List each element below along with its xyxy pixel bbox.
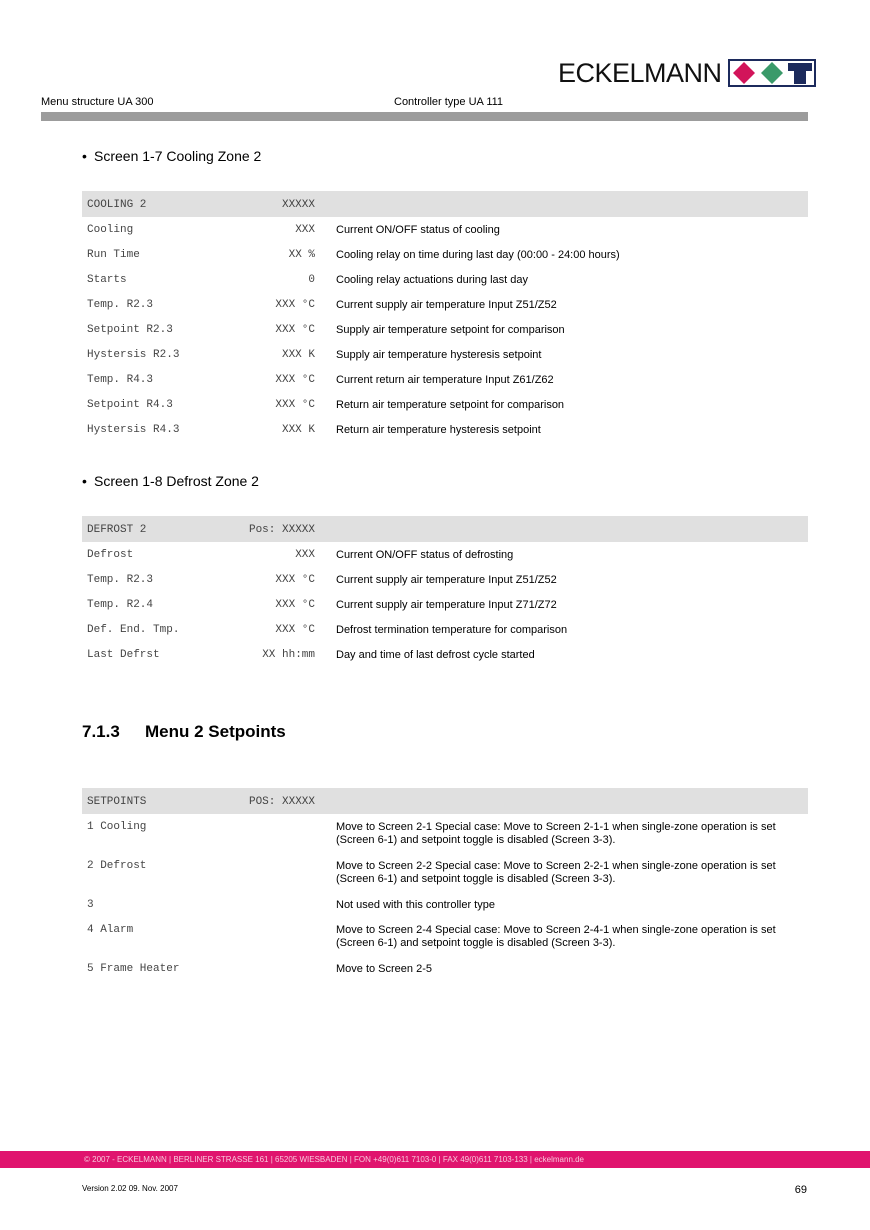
table-header [82,788,808,814]
row-label: 2 Defrost [87,860,147,872]
row-value: 0 [308,274,315,286]
bullet-text: Screen 1-8 Defrost Zone 2 [94,473,259,489]
table-screen-1-8 [82,516,808,667]
table-setpoints [82,788,808,981]
row-value: XXX °C [275,324,315,336]
row-value: XXX °C [275,399,315,411]
row-description: Day and time of last defrost cycle started [336,649,535,661]
row-description: Current supply air temperature Input Z71/Z72 [336,599,557,611]
row-label: Setpoint R4.3 [87,399,173,411]
table-row [82,617,808,642]
row-label: Temp. R4.3 [87,374,154,386]
page-number: 69 [794,1184,807,1196]
table-row [82,367,808,392]
row-value: XXX °C [275,299,315,311]
row-label: Temp. R2.3 [87,574,154,586]
table-row [82,242,808,267]
row-description: Current ON/OFF status of cooling [336,224,500,236]
header-label: SETPOINTS [87,796,147,808]
table-row [82,417,808,442]
table-row [82,567,808,592]
table-row [82,217,808,242]
bullet-screen-1-7 [82,148,261,164]
row-label: 5 Frame Heater [87,963,180,975]
table-row [82,392,808,417]
row-value: XXX °C [275,374,315,386]
table-row [82,642,808,667]
header-value: Pos: XXXXX [248,524,315,536]
row-description: Defrost termination temperature for comparison [336,624,568,636]
row-description: Move to Screen 2-4 Special case: Move to Screen 2-4-1 when single-zone operation is set (Screen 6-1) and setpoint toggle is disabled (Screen 3-3). [336,924,776,949]
header-label: COOLING 2 [87,199,147,211]
row-label: 1 Cooling [87,821,147,833]
header-divider [41,112,808,121]
row-description: Current supply air temperature Input Z51/Z52 [336,574,557,586]
row-description: Current return air temperature Input Z61/Z62 [336,374,554,386]
row-description: Move to Screen 2-1 Special case: Move to Screen 2-1-1 when single-zone operation is set (Screen 6-1) and setpoint toggle is disabled (Screen 3-3). [336,821,776,846]
row-label: Hystersis R2.3 [87,349,180,361]
header-document-title: Menu structure UA 300 [41,96,154,108]
row-description: Supply air temperature hysteresis setpoint [336,349,542,361]
row-description: Not used with this controller type [336,899,495,911]
row-label: Defrost [87,549,134,561]
bullet-dot-icon: • [82,148,87,164]
table-row [82,956,808,981]
table-row [82,267,808,292]
row-label: Last Defrst [87,649,160,661]
table-row [82,292,808,317]
footer-address: © 2007 - ECKELMANN | BERLINER STRASSE 161 | 65205 WIESBADEN | FON +49(0)611 7103-0 | FAX 49(0)611 7103-133 | eckelmann.de [84,1155,585,1164]
eckelmann-logo [558,58,816,88]
row-description: Cooling relay actuations during last day [336,274,529,286]
row-description: Return air temperature setpoint for comparison [336,399,565,411]
row-value: XX % [288,249,315,261]
brand-name: ECKELMANN [558,58,722,88]
table-row [82,853,808,892]
row-value: XXX [295,224,315,236]
table-row [82,917,808,956]
row-label: Temp. R2.3 [87,299,154,311]
table-row [82,892,808,917]
version-info: Version 2.02 09. Nov. 2007 [82,1184,178,1193]
table-header [82,516,808,542]
row-label: 3 [87,899,94,911]
header-value: XXXXX [281,199,315,211]
row-value: XXX K [281,424,315,436]
row-description: Current supply air temperature Input Z51/Z52 [336,299,557,311]
bullet-text: Screen 1-7 Cooling Zone 2 [94,148,262,164]
logo-icon [728,59,816,87]
table-header [82,191,808,217]
header-controller-type: Controller type UA 111 [394,96,504,108]
row-label: Cooling [87,224,134,236]
header-value: POS: XXXXX [248,796,315,808]
row-value: XX hh:mm [262,649,315,661]
row-label: Starts [87,274,127,286]
bullet-screen-1-8 [82,473,259,489]
table-row [82,342,808,367]
row-description: Move to Screen 2-2 Special case: Move to Screen 2-2-1 when single-zone operation is set (Screen 6-1) and setpoint toggle is disabled (Screen 3-3). [336,860,776,885]
row-description: Current ON/OFF status of defrosting [336,549,514,561]
row-label: Temp. R2.4 [87,599,154,611]
row-label: 4 Alarm [87,924,134,936]
row-description: Return air temperature hysteresis setpoint [336,424,541,436]
row-value: XXX K [281,349,315,361]
row-description: Supply air temperature setpoint for comparison [336,324,565,336]
table-row [82,317,808,342]
table-row [82,592,808,617]
row-value: XXX [295,549,315,561]
table-screen-1-7 [82,191,808,442]
section-number: 7.1.3 [82,722,120,741]
row-label: Setpoint R2.3 [87,324,173,336]
row-value: XXX °C [275,624,315,636]
row-label: Def. End. Tmp. [87,624,180,636]
row-value: XXX °C [275,599,315,611]
section-heading [82,722,286,742]
row-label: Hystersis R4.3 [87,424,180,436]
header-label: DEFROST 2 [87,524,147,536]
row-description: Move to Screen 2-5 [336,963,432,975]
row-description: Cooling relay on time during last day (00:00 - 24:00 hours) [336,249,620,261]
table-row [82,542,808,567]
row-value: XXX °C [275,574,315,586]
bullet-dot-icon: • [82,473,87,489]
section-title: Menu 2 Setpoints [145,722,286,741]
table-row [82,814,808,853]
row-label: Run Time [87,249,140,261]
